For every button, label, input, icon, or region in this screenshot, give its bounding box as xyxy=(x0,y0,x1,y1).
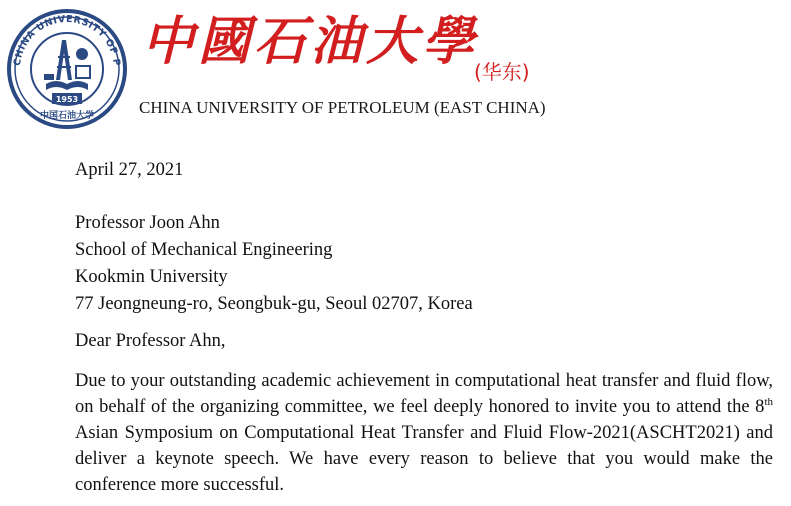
recipient-address-block xyxy=(75,210,473,318)
seal-ring-text: CHINA UNIVERSITY OF P xyxy=(12,13,123,68)
recipient-street-address: 77 Jeongneung-ro, Seongbuk-gu, Seoul 02707, Korea xyxy=(75,294,473,314)
letter-salutation: Dear Professor Ahn, xyxy=(75,331,226,351)
ordinal-superscript: th xyxy=(764,395,773,408)
seal-year: 1953 xyxy=(55,95,79,104)
recipient-name: Professor Joon Ahn xyxy=(75,213,220,233)
seal-bottom-text: 中国石油大学 xyxy=(39,111,95,121)
university-name-english: CHINA UNIVERSITY OF PETROLEUM (EAST CHINA) xyxy=(139,98,546,117)
recipient-university: Kookmin University xyxy=(75,267,228,287)
body-text-end: Asian Symposium on Computational Heat Transfer and Fluid Flow-2021(ASCHT2021) and deliver a keynote speech. We have every reason to believe that you would make the conference more successful. xyxy=(75,423,773,495)
body-text-start: Due to your outstanding academic achievement in computational heat transfer and fluid flow, on behalf of the organizing committee, we feel deeply honored to invite you to attend the 8 xyxy=(75,371,773,417)
recipient-department: School of Mechanical Engineering xyxy=(75,240,333,260)
letter-body-paragraph xyxy=(75,368,773,498)
university-campus-chinese: (华东) xyxy=(474,60,530,84)
letter-date: April 27, 2021 xyxy=(75,160,184,180)
university-seal-logo xyxy=(6,8,128,130)
university-name-chinese: 中國石油大學 xyxy=(142,11,479,72)
